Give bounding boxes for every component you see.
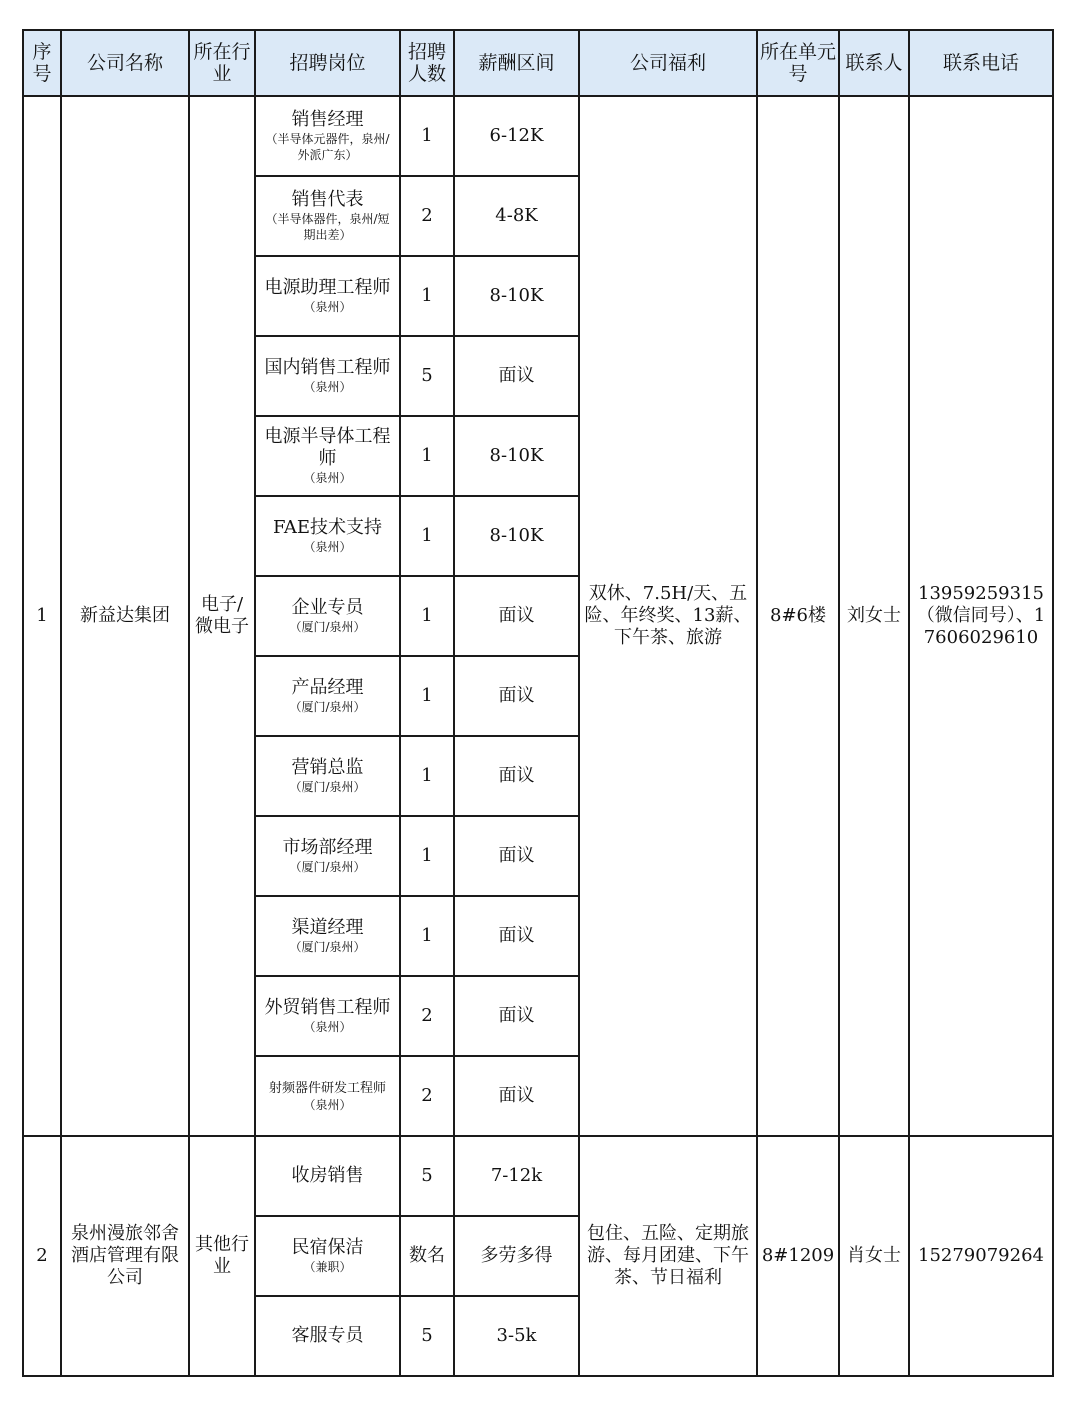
company-index: 2 — [23, 1136, 61, 1376]
header-position: 招聘岗位 — [255, 30, 400, 96]
job-salary: 面议 — [454, 736, 579, 816]
table-row — [23, 1136, 1053, 1216]
job-note: （泉州） — [303, 1020, 352, 1034]
job-title: 企业专员 — [291, 597, 364, 618]
job-count: 2 — [400, 176, 454, 256]
header-count: 招聘人数 — [400, 30, 454, 96]
job-note: （半导体元器件，泉州/外派广东） — [265, 132, 390, 162]
job-title: 电源助理工程师 — [264, 277, 391, 298]
company-unit: 8#1209 — [757, 1136, 839, 1376]
job-count: 1 — [400, 416, 454, 496]
company-contact: 肖女士 — [839, 1136, 909, 1376]
job-count: 2 — [400, 1056, 454, 1136]
job-note: （泉州） — [303, 380, 352, 394]
job-title: 电源半导体工程师 — [264, 426, 391, 469]
job-note: （半导体器件，泉州/短期出差） — [265, 212, 390, 242]
company-welfare: 包住、五险、定期旅游、每月团建、下午茶、节日福利 — [579, 1136, 757, 1376]
job-count: 1 — [400, 816, 454, 896]
job-title: 营销总监 — [291, 757, 364, 778]
company-name: 新益达集团 — [61, 96, 189, 1136]
job-note: （泉州） — [303, 300, 352, 314]
job-title-cell — [255, 336, 400, 416]
job-note: （泉州） — [303, 540, 352, 554]
job-title-cell — [255, 816, 400, 896]
header-welfare: 公司福利 — [579, 30, 757, 96]
job-title-cell — [255, 1056, 400, 1136]
header-contact: 联系人 — [839, 30, 909, 96]
header-row — [23, 30, 1053, 96]
job-note: （泉州） — [303, 1097, 352, 1112]
job-salary: 面议 — [454, 336, 579, 416]
table-body — [23, 96, 1053, 1376]
company-name: 泉州漫旅邻舍酒店管理有限公司 — [61, 1136, 189, 1376]
job-salary: 6-12K — [454, 96, 579, 176]
job-title-cell — [255, 256, 400, 336]
header-salary: 薪酬区间 — [454, 30, 579, 96]
job-salary: 面议 — [454, 576, 579, 656]
job-title: 外贸销售工程师 — [264, 997, 391, 1018]
header-unit: 所在单元号 — [757, 30, 839, 96]
job-note: （厦门/泉州） — [289, 940, 366, 954]
job-salary: 8-10K — [454, 416, 579, 496]
job-title-cell — [255, 976, 400, 1056]
job-note: （厦门/泉州） — [289, 780, 366, 794]
job-salary: 8-10K — [454, 496, 579, 576]
job-count: 1 — [400, 576, 454, 656]
job-count: 5 — [400, 336, 454, 416]
header-industry: 所在行业 — [189, 30, 255, 96]
job-title-cell — [255, 1216, 400, 1296]
job-title-cell — [255, 896, 400, 976]
job-salary: 面议 — [454, 816, 579, 896]
job-title: 销售代表 — [291, 189, 364, 210]
job-title: 销售经理 — [291, 109, 364, 130]
job-salary: 面议 — [454, 656, 579, 736]
company-welfare: 双休、7.5H/天、五险、年终奖、13薪、下午茶、旅游 — [579, 96, 757, 1136]
company-industry: 其他行业 — [189, 1136, 255, 1376]
job-title-cell — [255, 176, 400, 256]
job-count: 2 — [400, 976, 454, 1056]
job-title-cell — [255, 416, 400, 496]
job-title: 民宿保洁 — [291, 1237, 364, 1258]
job-count: 1 — [400, 496, 454, 576]
job-note: （厦门/泉州） — [289, 700, 366, 714]
job-title-cell — [255, 576, 400, 656]
job-count: 1 — [400, 736, 454, 816]
job-salary: 7-12k — [454, 1136, 579, 1216]
company-phone: 13959259315（微信同号）、17606029610 — [909, 96, 1053, 1136]
job-title: 市场部经理 — [282, 837, 373, 858]
job-note: （兼职） — [303, 1260, 352, 1274]
job-note: （泉州） — [303, 471, 352, 485]
job-count: 1 — [400, 96, 454, 176]
job-title-cell — [255, 656, 400, 736]
job-count: 数名 — [400, 1216, 454, 1296]
job-count: 1 — [400, 656, 454, 736]
company-industry: 电子/微电子 — [189, 96, 255, 1136]
job-title-cell — [255, 96, 400, 176]
job-title: 射频器件研发工程师 — [268, 1080, 386, 1096]
company-unit: 8#6楼 — [757, 96, 839, 1136]
job-title: 产品经理 — [291, 677, 364, 698]
job-note: （厦门/泉州） — [289, 860, 366, 874]
company-phone: 15279079264 — [909, 1136, 1053, 1376]
job-title: 收房销售 — [291, 1165, 364, 1186]
company-index: 1 — [23, 96, 61, 1136]
job-title-cell — [255, 736, 400, 816]
job-title: 国内销售工程师 — [264, 357, 391, 378]
job-note: （厦门/泉州） — [289, 620, 366, 634]
job-salary: 面议 — [454, 896, 579, 976]
job-salary: 面议 — [454, 1056, 579, 1136]
job-salary: 3-5k — [454, 1296, 579, 1376]
header-company: 公司名称 — [61, 30, 189, 96]
job-count: 5 — [400, 1136, 454, 1216]
job-title-cell — [255, 496, 400, 576]
job-title: 渠道经理 — [291, 917, 364, 938]
job-count: 5 — [400, 1296, 454, 1376]
header-phone: 联系电话 — [909, 30, 1053, 96]
job-title: 客服专员 — [291, 1325, 364, 1346]
company-contact: 刘女士 — [839, 96, 909, 1136]
job-title: FAE技术支持 — [272, 517, 383, 538]
recruitment-table — [22, 29, 1054, 1377]
job-salary: 多劳多得 — [454, 1216, 579, 1296]
job-title-cell — [255, 1296, 400, 1376]
job-title-cell — [255, 1136, 400, 1216]
job-salary: 面议 — [454, 976, 579, 1056]
header-index: 序号 — [23, 30, 61, 96]
job-salary: 4-8K — [454, 176, 579, 256]
table-row — [23, 96, 1053, 176]
job-count: 1 — [400, 256, 454, 336]
job-count: 1 — [400, 896, 454, 976]
job-salary: 8-10K — [454, 256, 579, 336]
